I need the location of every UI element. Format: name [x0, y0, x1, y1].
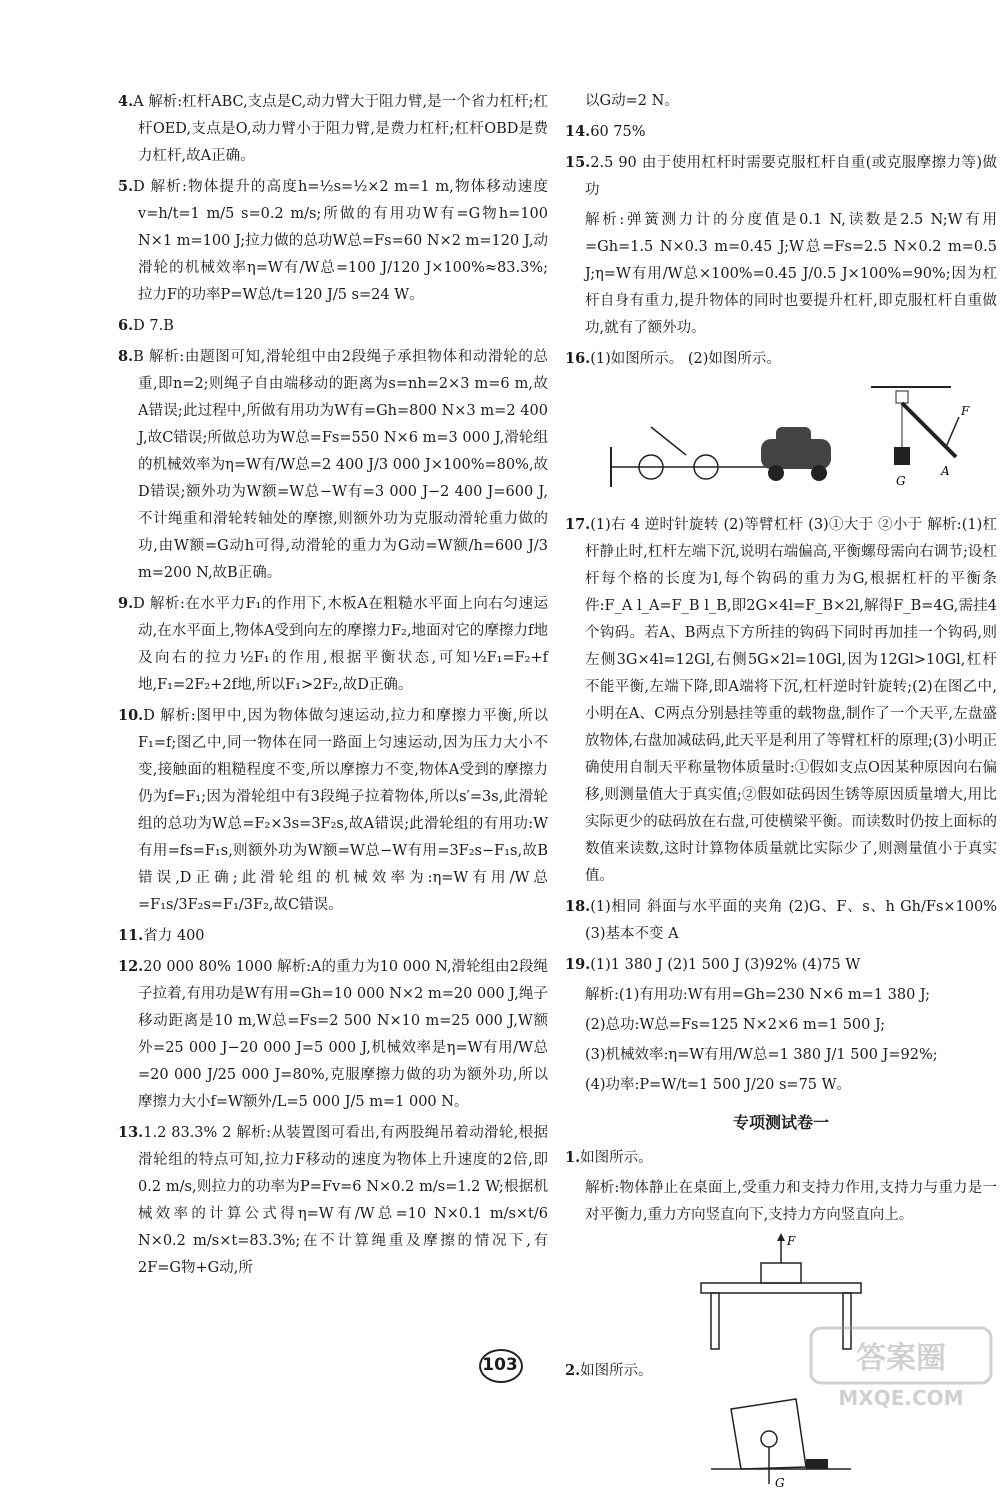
item-text: (3)机械效率:η=W有用/W总=1 380 J/1 500 J=92%; [585, 1047, 938, 1063]
item-text: 20 000 80% 1000 解析:A的重力为10 000 N,滑轮组由2段绳子拉着,有用功是W有用=Gh=10 000 N×2 m=20 000 J,绳子移动距离是10 m,W总=Fs=2 500 N×10 m=25 000 J,W额外=25 000 J−20 000 J=5 000 J,机械效率是η=W有用/W总=20 000 J/25 000 J=80%,克服摩擦力做的功为额外功,所以摩擦力大小f=W额外/L=5 000 J/5 m=1 000 N。 [138, 959, 548, 1110]
item-number: 5. [118, 178, 134, 195]
item-text: D 解析:图甲中,因为物体做匀速运动,拉力和摩擦力平衡,所以F₁=f;图乙中,同一物体在同一路面上匀速运动,因为压力大小不变,接触面的粗糙程度不变,所以摩擦力不变,物体A受到的摩擦力仍为f=F₁;因为滑轮组中有3段绳子拉着物体,所以s′=3s,此滑轮组的总功为W总=F₂×3s=3F₂s,故A错误;此滑轮组的有用功:W有用=fs=F₁s,则额外功为W额=W总−W有用=3F₂s−F₁s,故B错误,D正确;此滑轮组的机械效率为:η=W有用/W总=F₁s/3F₂s=F₁/3F₂,故C错误。 [138, 708, 548, 913]
item-number: 8. [118, 348, 134, 365]
answer-item [565, 1175, 997, 1229]
item-number: 4. [118, 93, 134, 110]
item-number: 15. [565, 154, 591, 171]
answer-item [565, 951, 997, 979]
beaker-label-G: G [775, 1476, 785, 1489]
item-text: D 解析:在水平力F₁的作用下,木板A在粗糙水平面上向右匀速运动,在水平面上,物体A受到向左的摩擦力F₂,地面对它的摩擦力f地及向右的拉力½F₁的作用,根据平衡状态,可知½F₁=F₂+f地,F₁=2F₂+2f地,所以F₁>2F₂,故D正确。 [133, 596, 548, 693]
item-text: 解析:(1)有用功:W有用=Gh=230 N×6 m=1 380 J; [585, 987, 931, 1003]
table-label-F: F [787, 1234, 796, 1248]
item-number: 6. [118, 317, 134, 334]
svg-text:MXQE.COM: MXQE.COM [838, 1386, 964, 1410]
item-text: 省力 400 [143, 928, 205, 944]
item-number: 1. [565, 1149, 581, 1166]
item-number: 11. [118, 927, 144, 944]
item-text: 解析:弹簧测力计的分度值是0.1 N,读数是2.5 N;W有用=Gh=1.5 N×0.3 m=0.45 J;W总=Fs=2.5 N×0.2 m=0.5 J;η=W有用/W总×100%=0.45 J/0.5 J×100%=90%;因为杠杆自身有重力,提升物体的同时也要提升杠杆,即克服杠杆自重做功,就有了额外功。 [585, 212, 997, 336]
answer-item [118, 312, 548, 340]
answer-item [565, 207, 997, 342]
item-text: 如图所示。 [580, 1150, 653, 1166]
item-text: 60 75% [590, 124, 646, 140]
item-number: 14. [565, 123, 591, 140]
item-text: (1)相同 斜面与水平面的夹角 (2)G、F、s、h Gh/Fs×100% (3)基本不变 A [585, 899, 997, 942]
answer-item [118, 590, 548, 699]
answer-item [565, 345, 997, 373]
svg-text:答案圈: 答案圈 [856, 1341, 946, 1376]
item-number: 16. [565, 350, 591, 367]
page-number: 103 [475, 1355, 525, 1375]
item-number: 18. [565, 898, 591, 915]
item-number: 12. [118, 958, 144, 975]
answer-item [118, 953, 548, 1116]
answer-item [565, 1042, 997, 1069]
section-title: 专项测试卷一 [732, 1113, 829, 1132]
item-text: 以G动=2 N。 [585, 93, 679, 109]
item-number: 19. [565, 956, 591, 973]
item-text: (4)功率:P=W/t=1 500 J/20 s=75 W。 [585, 1077, 852, 1093]
item-number: 2. [565, 1362, 581, 1379]
answer-item [565, 982, 997, 1009]
item-text: D 解析:物体提升的高度h=½s=½×2 m=1 m,物体移动速度v=h/t=1 m/5 s=0.2 m/s;所做的有用功W有=G物h=100 N×1 m=100 J;拉力做的总功W总=Fs=60 N×2 m=120 J,动滑轮的机械效率η=W有/W总=100 J/120 J×100%≈83.3%;拉力F的功率P=W总/t=120 J/5 s=24 W。 [133, 179, 548, 303]
answer-item [565, 511, 997, 890]
label-F: F [961, 404, 970, 418]
item-text: 1.2 83.3% 2 解析:从装置图可看出,有两股绳吊着动滑轮,根据滑轮组的特点可知,拉力F移动的速度为物体上升速度的2倍,即0.2 m/s,则拉力的功率为P=Fv=6 N×0.2 m/s=1.2 W;根据机械效率的计算公式得η=W有/W总=10 N×0.1 m/s×t/6 N×0.2 m/s×t=83.3%;在不计算绳重及摩擦的情况下,有2F=G物+G动,所 [138, 1125, 548, 1276]
right-column [565, 88, 997, 1493]
item-text: (1)如图所示。 (2)如图所示。 [590, 351, 781, 367]
answer-item [565, 149, 997, 204]
answer-item [118, 922, 548, 950]
left-column [118, 88, 548, 1285]
item-text: A 解析:杠杆ABC,支点是C,动力臂大于阻力臂,是一个省力杠杆;杠杆OED,支点是O,动力臂小于阻力臂,是费力杠杆;杠杆OBD是费力杠杆,故A正确。 [133, 94, 548, 164]
item-number: 9. [118, 595, 134, 612]
item-number: 10. [118, 707, 144, 724]
label-A: A [941, 464, 950, 478]
item-text: 2.5 90 由于使用杠杆时需要克服杠杆自重(或克服摩擦力等)做功 [585, 155, 997, 198]
item-text: (2)总功:W总=Fs=125 N×2×6 m=1 500 J; [585, 1017, 886, 1033]
item-text: (1)右 4 逆时针旋转 (2)等臂杠杆 (3)①大于 ②小于 解析:(1)杠杆静止时,杠杆左端下沉,说明右端偏高,平衡螺母需向右调节;设杠杆每个格的长度为l,每个钩码的重力为G,根据杠杆的平衡条件:F_A l_A=F_B l_B,即2G×4l=F_B×2l,解得F_B=4G,需挂4个钩码。若A、B两点下方所挂的钩码下同时再加挂一个钩码,则左侧3G×4l=12Gl,右侧5G×2l=10Gl,因为12Gl>10Gl,杠杆不能平衡,左端下降,即A端将下沉,杠杆逆时针旋转;(2)在图乙中,小明在A、C两点分别悬挂等重的载物盘,制作了一个天平,左盘盛放物体,右盘加减砝码,此天平是利用了等臂杠杆的原理;(3)小明正确使用自制天平称量物体质量时:①假如支点O因某种原因向右偏移,则测量值大于真实值;②假如砝码因生锈等原因质量增大,用比实际更少的砝码放在右盘,可使横梁平衡。而读数时仍按上面标的数值来读数,这时计算物体质量就比实际少了,则测量值小于真实值。 [585, 517, 997, 884]
answer-item [565, 1012, 997, 1039]
item-text: 如图所示。 [580, 1363, 653, 1379]
item-text: B 解析:由题图可知,滑轮组中由2段绳子承担物体和动滑轮的总重,即n=2;则绳子自由端移动的距离为s=nh=2×3 m=6 m,故A错误;此过程中,所做有用功为W有=Gh=800 N×3 m=2 400 J,故C错误;所做总功为W总=Fs=550 N×6 m=3 000 J,滑轮组的机械效率为η=W有/W总=2 400 J/3 000 J×100%=80%,故D错误;额外功为W额=W总−W有=3 000 J−2 400 J=600 J,不计绳重和滑轮转轴处的摩擦,则额外功为克服动滑轮重力做的功,由W额=G动h可得,动滑轮的重力为G动=W额/h=600 J/3 m=200 N,故B正确。 [133, 349, 548, 581]
item-number: 13. [118, 1124, 144, 1141]
answer-item [118, 702, 548, 919]
answer-item [565, 893, 997, 948]
answer-item [565, 118, 997, 146]
answer-item [118, 343, 548, 587]
answer-item [565, 1144, 997, 1172]
item-text: (1)1 380 J (2)1 500 J (3)92% (4)75 W [590, 957, 861, 973]
figure-16 [591, 377, 971, 507]
watermark-logo [806, 1323, 996, 1413]
answer-item [118, 173, 548, 309]
label-G: G [896, 474, 906, 488]
answer-item [118, 88, 548, 170]
item-text: D 7.B [133, 318, 174, 334]
answer-item [565, 1072, 997, 1099]
answer-item [565, 88, 997, 115]
answer-item [118, 1119, 548, 1282]
item-number: 17. [565, 516, 591, 533]
item-text: 解析:物体静止在桌面上,受重力和支持力作用,支持力与重力是一对平衡力,重力方向竖直向下,支持力方向竖直向上。 [585, 1180, 997, 1223]
